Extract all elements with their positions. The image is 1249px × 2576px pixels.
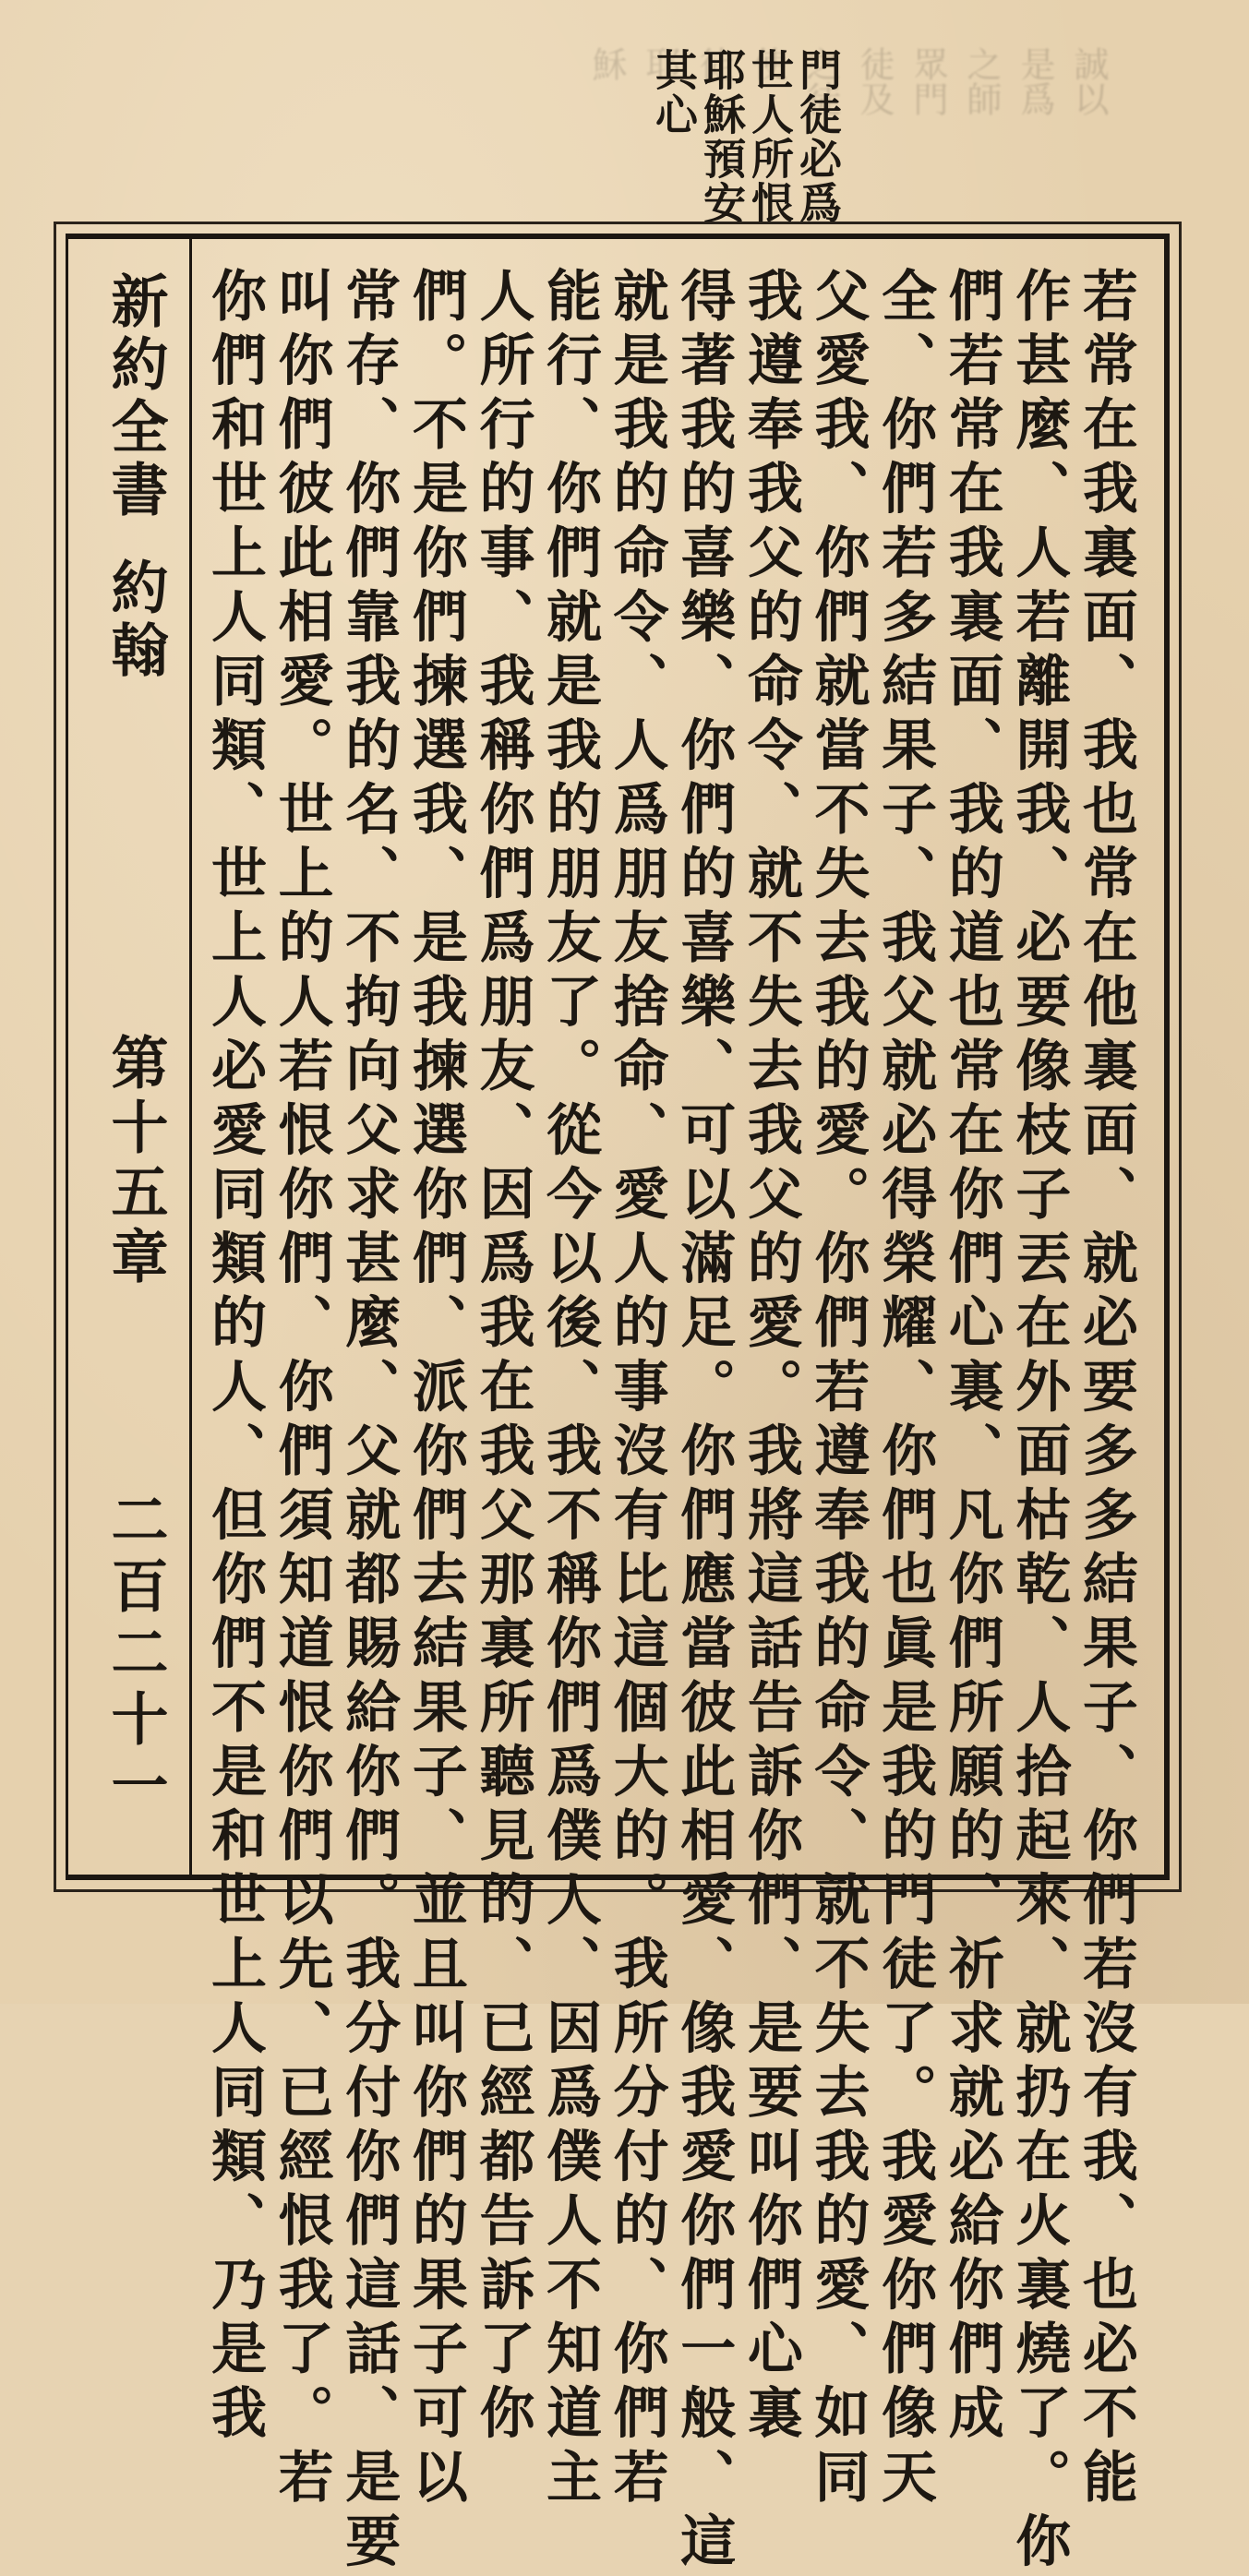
margin-divider	[189, 239, 192, 1875]
ghost-col: 之徒	[800, 46, 841, 116]
text-column: 們若常在我裏面、我的道也常在你們心裏、凡你們所願的、祈求就必給你們成	[939, 267, 1004, 2448]
book-title: 新約全書	[102, 271, 169, 522]
text-column: 常存、你們靠我的名、不拘向父求甚麼、父就都賜給你們。我分付你們這話、是要	[336, 267, 402, 2576]
ghost-col: 徒及	[854, 46, 895, 116]
text-column: 全、你們若多結果子、我父就必得榮耀、你們也眞是我的門徒了。我愛你們像天	[872, 267, 938, 2512]
headnote-line: 其心	[649, 48, 699, 137]
text-column: 父愛我、你們就當不失去我的愛。你們若遵奉我的命令、就不失去我的愛、如同	[805, 267, 871, 2512]
scripture-text	[202, 267, 1138, 2576]
ghost-col: 使	[747, 46, 787, 81]
margin-column	[68, 239, 189, 1875]
ghost-col: 是爲	[1015, 46, 1055, 116]
text-column: 你們和世上人同類、世上人必愛同類的人、但你們不是和世上人同類、乃是我	[202, 267, 267, 2448]
text-column: 就是我的命令、人爲朋友捨命、愛人的事沒有比這個大的。我所分付的、你們若	[604, 267, 669, 2512]
page-frame	[54, 222, 1182, 2576]
ghost-col: 之師	[961, 46, 1002, 116]
text-column: 得著我的喜樂、你們的喜樂、可以滿足。你們應當彼此相愛、像我愛你們一般、這	[671, 267, 737, 2576]
page-number: 二百二十一	[102, 1490, 169, 1822]
text-column: 我遵奉我父的命令、就不失去我父的愛。我將這話告訴你們、是要叫你們心裏	[738, 267, 803, 2448]
headnote-line: 耶穌預安	[697, 48, 747, 225]
chapter-label: 第十五章	[102, 1033, 169, 1291]
ghost-col: 徒	[693, 46, 734, 81]
ghost-col: 穌	[586, 46, 627, 81]
ghost-col: 誠以	[1068, 46, 1109, 116]
gospel-name: 約翰	[102, 557, 169, 683]
headnote	[189, 48, 841, 225]
page-frame-inner	[66, 234, 1170, 2576]
text-column: 叫你們彼此相愛。世上的人若恨你們、你們須知道恨你們以先、已經恨我了。若	[269, 267, 334, 2512]
text-column: 作甚麼、人若離開我、必要像枝子丟在外面枯乾、人拾起來、就扔在火裏燒了。你	[1006, 267, 1072, 2576]
text-column: 人所行的事、我稱你們爲朋友、因爲我在我父那裏所聽見的、已經都告訴了你	[470, 267, 535, 2448]
headnote-line: 世人所恨	[745, 48, 795, 225]
headnote-line: 門徒必爲	[793, 48, 843, 225]
ghost-col: 耶	[640, 46, 680, 81]
text-column: 能行、你們就是我的朋友了。從今以後、我不稱你們爲僕人、因爲僕人不知道主	[537, 267, 603, 2512]
text-column: 若常在我裏面、我也常在他裏面、就必要多多結果子、你們若沒有我、也必不能	[1073, 267, 1138, 2512]
ghost-col: 眾門	[907, 46, 948, 116]
text-column: 們。不是你們揀選我、是我揀選你們、派你們去結果子、並且叫你們的果子可以	[402, 267, 468, 2512]
